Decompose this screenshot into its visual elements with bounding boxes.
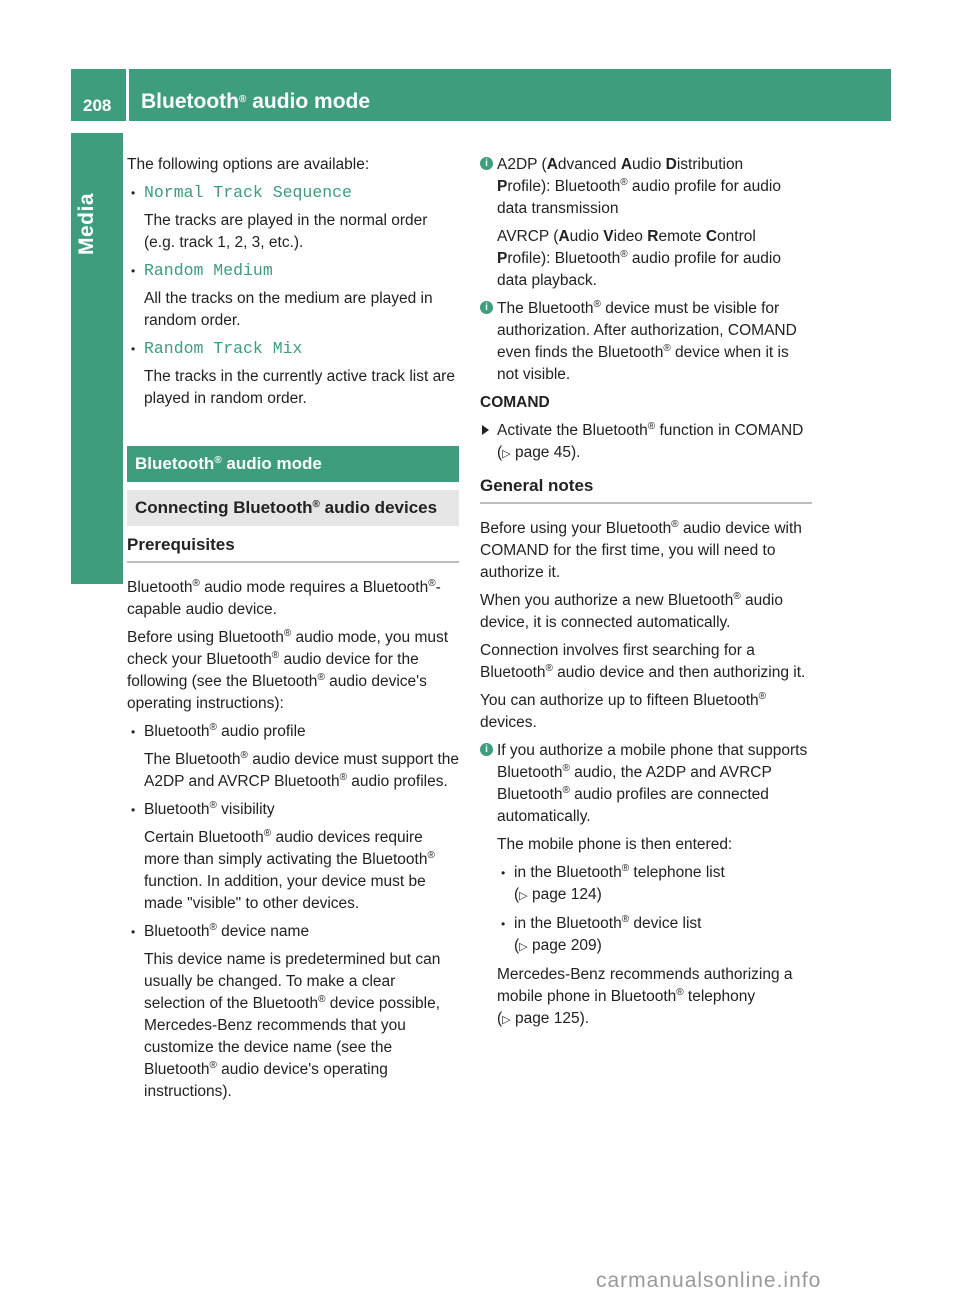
option-name: Random Medium: [144, 261, 273, 280]
list-item: • in the Bluetooth® telephone list (▷ page 124): [497, 862, 812, 907]
list-item: • in the Bluetooth® device list (▷ page 209): [497, 913, 812, 958]
side-tab-label: Media: [75, 193, 98, 256]
comand-heading: COMAND: [480, 394, 550, 411]
options-intro: The following options are available:: [127, 156, 370, 173]
general-paragraph: You can authorize up to fifteen Bluetooth® devices.: [480, 691, 767, 731]
header-divider: [126, 69, 129, 121]
general-notes-heading: General notes: [480, 475, 812, 504]
section-band-bluetooth-audio-mode: Bluetooth® audio mode: [127, 446, 459, 482]
prereq-paragraph-2: Before using Bluetooth® audio mode, you must check your Bluetooth® audio device for the following (see the Bluetooth® audio device's operating instructions):: [127, 628, 449, 712]
info-note-mobile-phone: i If you authorize a mobile phone that supports Bluetooth® audio, the A2DP and AVRCP Bluetooth® audio profiles are connected automatically. The mobile phone is then entered: • in the Bluetooth® telephone list (▷ page 124) • in the Bluetooth® device list (▷ page 209) Mercedes-Benz recommends authorizing a mobile phone in Bluetooth® telephony (▷ page 125).: [480, 740, 812, 1031]
option-item: [127, 260, 459, 282]
info-icon: i: [480, 743, 493, 756]
prereq-item: • Bluetooth® device name: [127, 921, 459, 943]
info-note-profiles: i A2DP (Advanced Audio Distribution Profile): Bluetooth® audio profile for audio data transmission AVRCP (Audio Video Remote Control Profile): Bluetooth® audio profile for audio data playback.: [480, 154, 812, 292]
prereq-item: • Bluetooth® audio profile: [127, 721, 459, 743]
left-column: [127, 154, 459, 1109]
option-item: [127, 182, 459, 204]
option-name: Normal Track Sequence: [144, 183, 352, 202]
page-title: Bluetooth® audio mode: [141, 90, 371, 113]
prereq-item-desc: This device name is predetermined but can usually be changed. To make a clear selection of the Bluetooth® device possible, Mercedes-Benz recommends that you customize the device name (see the Bluetooth® audio device's operating instructions).: [144, 951, 441, 1100]
general-paragraph: When you authorize a new Bluetooth® audio device, it is connected automatically.: [480, 591, 783, 631]
step-arrow-icon: [482, 425, 489, 435]
page-number: 208: [83, 96, 112, 115]
prereq-item-desc: Certain Bluetooth® audio devices require more than simply activating the Bluetooth® function. In addition, your device must be made "visible" to other devices.: [144, 828, 435, 912]
instruction-step: Activate the Bluetooth® function in COMAND (▷ page 45).: [480, 420, 812, 465]
general-paragraph: Connection involves first searching for a Bluetooth® audio device and then authorizing it.: [480, 642, 806, 681]
side-tab: [71, 133, 123, 584]
watermark: carmanualsonline.info: [596, 1269, 822, 1292]
option-desc: All the tracks on the medium are played in random order.: [144, 290, 433, 329]
page-header: [71, 69, 891, 121]
info-icon: i: [480, 157, 493, 170]
option-desc: The tracks are played in the normal order (e.g. track 1, 2, 3, etc.).: [144, 212, 428, 251]
prereq-item: • Bluetooth® visibility: [127, 799, 459, 821]
prereq-item-desc: The Bluetooth® audio device must support the A2DP and AVRCP Bluetooth® audio profiles.: [144, 750, 459, 790]
prerequisites-heading: Prerequisites: [127, 534, 459, 563]
prereq-paragraph-1: Bluetooth® audio mode requires a Bluetooth®-capable audio device.: [127, 578, 441, 618]
info-icon: i: [480, 301, 493, 314]
option-name: Random Track Mix: [144, 339, 303, 358]
section-band-connecting-devices: Connecting Bluetooth® audio devices: [127, 490, 459, 526]
general-paragraph: Before using your Bluetooth® audio device with COMAND for the first time, you will need to authorize it.: [480, 519, 802, 581]
option-desc: The tracks in the currently active track list are played in random order.: [144, 368, 455, 407]
info-note-visibility: i The Bluetooth® device must be visible for authorization. After authorization, COMAND even finds the Bluetooth® device when it is not visible.: [480, 298, 812, 386]
right-column: [480, 154, 812, 1037]
option-item: [127, 338, 459, 360]
